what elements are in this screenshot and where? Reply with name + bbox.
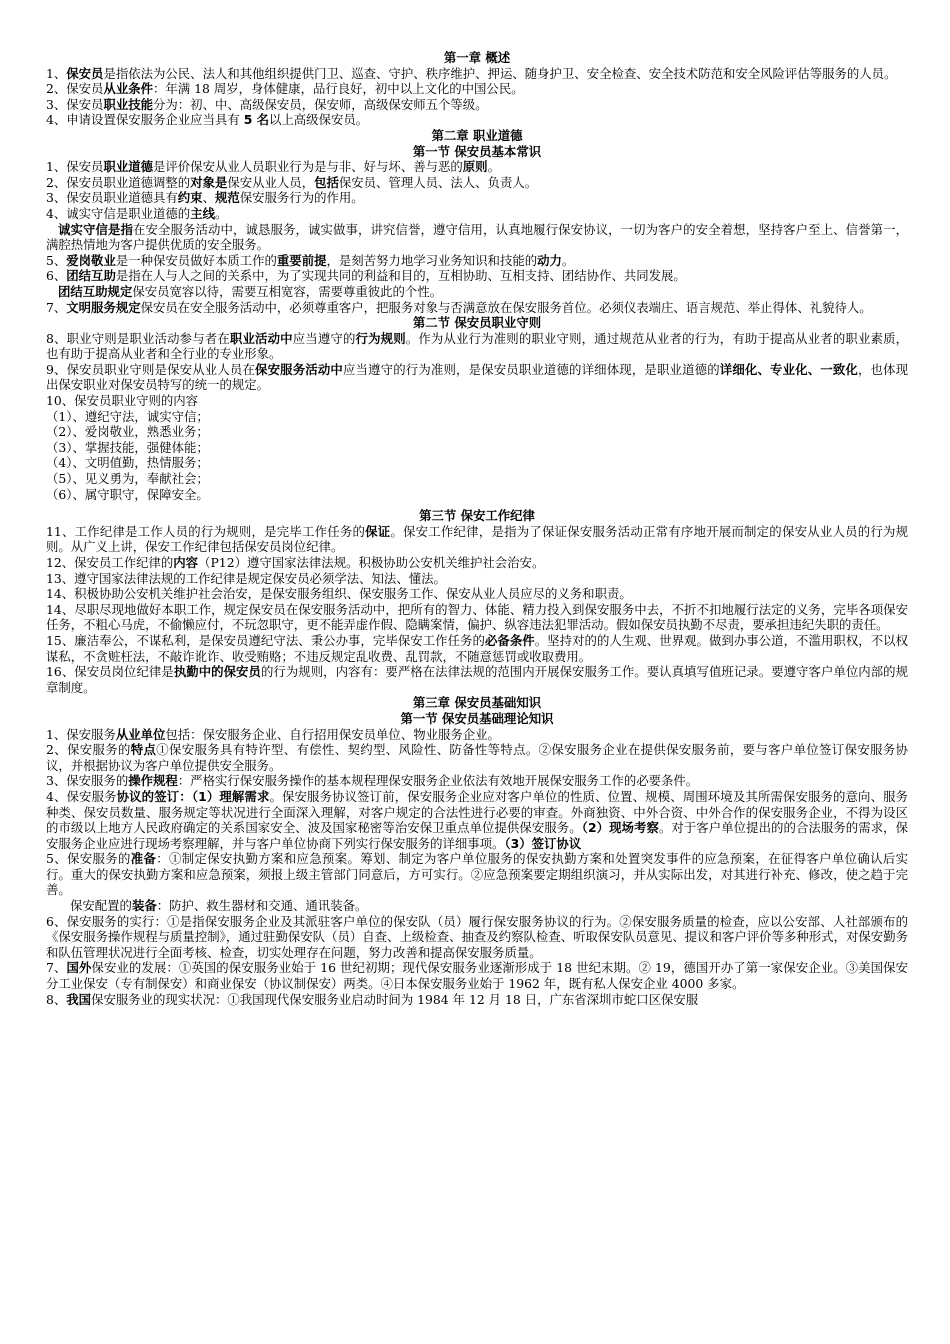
paragraph: [46, 268, 908, 284]
paragraph: [46, 851, 908, 898]
bold-term: 保安员: [66, 65, 104, 81]
paragraph: [46, 633, 908, 664]
text-run: 保安员在安全服务活动中，必须尊重客户，把服务对象与否满意放在保安服务首位。必须仪表端庄、语言规范、举止得体、礼貌待人。: [140, 299, 872, 315]
bold-term: 重要前提: [276, 252, 327, 268]
text-run: 6、保安服务的实行：①是指保安服务企业及其派驻客户单位的保安队（员）履行保安服务协议的行为。②保安服务质量的检查，应以公安部、人社部颁布的《保安服务操作规程与质量控制》，通过驻勤保安队（员）自查、上级检查、抽查及约察队检查、听取保安队员意见、提议和客户评价等多种形式，对保安勤务和队伍管理状况进行全面考核、检查，切实处理存在问题，努力改善和提高保安服务质量。: [46, 913, 908, 960]
paragraph: [46, 455, 908, 471]
bold-term: 特点: [130, 742, 157, 758]
text-run: 分为：初、中、高级保安员，保安师，高级保安师五个等级。: [153, 96, 488, 112]
bold-term: 装备: [131, 898, 157, 914]
bold-term: ：（1）理解需求: [179, 788, 270, 804]
text-run: 8、职业守则是职业活动参与者在: [46, 330, 230, 346]
bold-term: 诚实守信是指: [58, 221, 134, 237]
bold-term: 执勤中的保安员: [173, 664, 261, 680]
paragraph: [46, 424, 908, 440]
paragraph: [46, 555, 908, 571]
text-run: 1、保安服务: [46, 726, 116, 742]
paragraph: [46, 66, 908, 82]
text-run: 10、保安员职业守则的内容: [46, 393, 199, 409]
text-run: 保安业的发展：①英国的保安服务业始于 16 世纪初期；现代保安服务业逐渐形成于 18 世纪末期。② 19，德国开办了第一家保安企业。③美国保安分工业保安（专有制保安）和商业保安（协议制保安）两类。④日本保安服务业始于 1962 年，既有私人保安企业 4000 多家。: [46, 960, 909, 992]
paragraph: [46, 253, 908, 269]
text-run: （P12）遵守国家法律法规。积极协助公安机关维护社会治安。: [198, 555, 545, 570]
section-heading: 第三章 保安员基础知识: [412, 695, 542, 711]
paragraph: [46, 159, 908, 175]
section-heading: 第三节 保安工作纪律: [419, 508, 535, 524]
paragraph: [46, 331, 908, 362]
text-run: 以上高级保安员。: [269, 112, 369, 128]
bold-term: 规范: [214, 190, 240, 206]
paragraph: [46, 789, 908, 851]
section-heading: 第二章 职业道德: [431, 127, 523, 143]
text-run: 包括：保安服务企业、自行招用保安员单位、物业服务企业。: [165, 726, 500, 742]
paragraph: [46, 440, 908, 456]
bold-term: 对象是: [190, 174, 228, 190]
paragraph: [46, 914, 908, 961]
paragraph: [46, 664, 908, 695]
paragraph: [46, 487, 908, 503]
bold-term: 动力: [537, 252, 562, 268]
text-run: ，也体现出保安职业对保安员特写的统一的规定。: [46, 361, 909, 393]
text-run: 2、保安服务的: [46, 742, 131, 758]
text-run: 5、: [46, 252, 67, 268]
bold-term: 职业道德: [103, 159, 154, 175]
text-run: 5、保安服务的: [46, 851, 131, 867]
paragraph: [46, 727, 908, 743]
text-run: 7、: [46, 299, 67, 315]
bold-term: 从业单位: [115, 726, 166, 742]
paragraph: [46, 81, 908, 97]
section-heading: 第一章 概述: [443, 50, 511, 65]
text-run: 。对于客户单位提出的的合法服务的需求，保安服务企业应进行现场考察理解，并与客户单位协商下列实行保安服务的详细事项。: [46, 820, 909, 851]
text-run: 9、保安员职业守则是保安从业人员在: [46, 361, 256, 377]
text-run: 13、遵守国家法律法规的工作纪律是规定保安员必须学法、知法、懂法。: [46, 570, 446, 586]
text-run: 。保安工作纪律，是指为了保证保安服务活动正常有序地开展而制定的保安从业人员的行为规则。从广义上讲，保安工作纪律包括保安员岗位纪律。: [46, 523, 909, 555]
text-run: 4、申请设置保安服务企业应当具有: [46, 112, 244, 128]
paragraph: [46, 471, 908, 487]
paragraph: [46, 898, 908, 914]
text-run: 。: [561, 252, 575, 268]
bold-term: 协议的签订: [116, 788, 180, 804]
bold-term: 行为规则: [355, 330, 406, 346]
text-run: 7、: [46, 960, 67, 976]
bold-term: 从业条件: [103, 81, 154, 97]
text-run: 保安从业人员，: [227, 174, 315, 190]
bold-term: 团结互助规定: [58, 283, 133, 299]
text-run: 保安员、管理人员、法人、负责人。: [338, 174, 538, 190]
text-run: ：年满 18 周岁，身体健康，品行良好，初中以上文化的中国公民。: [153, 81, 524, 97]
text-run: ，是刻苦努力地学习业务知识和技能的: [326, 252, 538, 268]
text-run: ：①制定保安执勤方案和应急预案。筹划、制定为客户单位服务的保安执勤方案和处置突发事件的应急预案，在征得客户单位确认后实行。重大的保安执勤方案和应急预案，须报上级主管部门同意后，方可实行。②应急预案要定期组织演习，并从实际出发，对其进行补充、修改，使之趋于完善。: [46, 851, 909, 898]
text-run: 12、保安员工作纪律的: [46, 555, 174, 570]
text-run: 3、保安服务的: [46, 773, 129, 789]
text-run: 4、诚实守信是职业道德的: [46, 205, 191, 221]
text-run: 的行为规则，内容有：要严格在法律法规的范围内开展保安服务工作。要认真填写值班记录。要遵守客户单位内部的规章制度。: [46, 664, 909, 695]
text-run: 保安服务业的现实状况：①我国现代保安服务业启动时间为 1984 年 12 月 18 日，广东省深圳市蛇口区保安服: [91, 991, 699, 1007]
text-run: 是指在人与人之间的关系中，为了实现共同的利益和目的，互相协助、互相支持、团结协作、共同发展。: [115, 268, 686, 284]
paragraph: [46, 284, 908, 300]
text-run: 保安员宽容以待，需要互相宽容，需要尊重彼此的个性。: [132, 283, 443, 299]
text-run: 16、保安员岗位纪律是: [46, 664, 174, 680]
paragraph: [46, 190, 908, 206]
text-run: 。坚持对的的人生观、世界观。做到办事公道，不滥用职权，不以权谋私，不贪赃枉法，不敲诈讹诈、收受贿赂；不违反规定乱收费、乱罚款，不随意惩罚或收取费用。: [46, 632, 908, 664]
bold-term: 我国: [66, 991, 92, 1007]
bold-term: （2）现场考察: [581, 820, 659, 836]
text-run: 6、: [46, 268, 67, 284]
text-run: 。: [487, 159, 500, 175]
paragraph: [46, 112, 908, 128]
section-heading: 第一节 保安员基本常识: [412, 143, 542, 159]
document-page: [46, 50, 908, 1007]
text-run: 。作为从业行为准则的职业守则，通过规范从业者的行为，有助于提高从业者的职业素质，也有助于提高从业者和全行业的专业形象。: [46, 330, 909, 362]
text-run: 3、保安员职业道德具有: [46, 190, 178, 206]
text-run: （3）、掌握技能，强健体能；: [46, 439, 209, 455]
text-run: 应当遵守的: [292, 330, 356, 346]
paragraph: [46, 960, 908, 991]
bold-term: 约束: [177, 190, 203, 206]
text-run: 。: [214, 205, 228, 221]
text-run: 应当遵守的行为准则，是保安员职业道德的详细体现，是职业道德的: [342, 361, 720, 377]
text-run: 。保安服务协议签订前，保安服务企业应对客户单位的性质、位置、规模、周围环境及其所需保安服务的意向、服务种类、保安员数量、服务规定等状况进行全面深入理解，对客户规定的合法性进行必要的审查。外商独资、中外合资、中外合作的保安服务企业，不得为设区的市级以上地方人民政府确定的关系国家安全、波及国家秘密等治安保卫重点单位提供保安服务。: [46, 788, 909, 836]
text-run: 1、保安员: [46, 159, 104, 175]
text-run: 11、工作纪律是工作人员的行为规则，是完毕工作任务的: [46, 523, 366, 539]
text-run: 8、: [46, 991, 67, 1007]
text-run: 、: [202, 190, 215, 206]
bold-term: 必备条件: [484, 632, 535, 648]
paragraph: [46, 773, 908, 789]
text-run: 是评价保安从业人员职业行为是与非、好与坏、善与恶的: [153, 159, 463, 175]
bold-term: 操作规程: [128, 773, 178, 789]
paragraph: [46, 300, 908, 316]
paragraph: [46, 393, 908, 409]
bold-term: 主线: [190, 205, 215, 221]
paragraph: [46, 571, 908, 587]
bold-term: 准备: [130, 851, 157, 867]
bold-term: 5 名: [243, 112, 270, 128]
bold-term: 职业技能: [103, 96, 154, 112]
text-run: 在安全服务活动中，诚恳服务，诚实做事，讲究信誉，遵守信用，认真地履行保安协议，一切为客户的安全着想，坚持客户至上、信誉第一，满腔热情地为客户提供优质的安全服务。: [46, 221, 909, 253]
text-run: （2）、爱岗敬业，熟悉业务；: [46, 424, 209, 440]
text-run: （6）、属守职守，保障安全。: [46, 486, 209, 502]
paragraph: [46, 992, 908, 1008]
bold-term: 团结互助: [66, 268, 116, 284]
text-run: ：严格实行保安服务操作的基本规程理保安服务企业依法有效地开展保安服务工作的必要条件。: [177, 773, 699, 789]
paragraph: [46, 97, 908, 113]
text-run: ：防护、救生器材和交通、通讯装备。: [156, 898, 368, 914]
bold-term: 详细化、专业化、一致化: [719, 361, 858, 377]
bold-term: 原则: [462, 159, 488, 175]
text-run: 保安服务行为的作用。: [239, 190, 364, 206]
text-run: 14、尽职尽现地做好本职工作，规定保安员在保安服务活动中，把所有的智力、体能、精力投入到保安服务中去，不折不扣地履行法定的义务，完毕各项保安任务，不粗心马虎，不偷懒应付，不玩忽职守，更不能弄虚作假、隐瞒案情，偏护、纵容违法犯罪活动。假如保安员执勤不尽责，要承担违纪失职的责任。: [46, 601, 908, 633]
text-run: 保安配置的: [70, 898, 132, 914]
text-run: 2、保安员职业道德调整的: [46, 174, 191, 190]
paragraph: [46, 742, 908, 773]
text-run: 3、保安员: [46, 96, 104, 112]
bold-term: 保证: [365, 523, 391, 539]
text-run: ①保安服务具有特许型、有偿性、契约型、风险性、防备性等特点。②保安服务企业在提供保安服务前，要与客户单位签订保安服务协议，并根据协议为客户单位提供安全服务。: [46, 742, 909, 773]
bold-term: 保安服务活动中: [255, 361, 343, 377]
text-run: 是一种保安员做好本质工作的: [115, 252, 277, 268]
paragraph: [46, 524, 908, 555]
paragraph: [46, 602, 908, 633]
bold-term: 爱岗敬业: [66, 252, 116, 268]
text-run: 2、保安员: [46, 81, 104, 97]
text-run: 15、廉洁奉公，不谋私利，是保安员遵纪守法、秉公办事，完毕保安工作任务的: [46, 632, 485, 648]
paragraph: [46, 206, 908, 222]
paragraph: [46, 409, 908, 425]
section-heading: 第二节 保安员职业守则: [412, 315, 542, 331]
bold-term: 包括: [314, 174, 339, 190]
paragraph: [46, 175, 908, 191]
text-run: 是指依法为公民、法人和其他组织提供门卫、巡查、守护、秩序维护、押运、随身护卫、安全检查、安全技术防范和安全风险评估等服务的人员。: [103, 65, 897, 81]
bold-term: 文明服务规定: [66, 299, 141, 315]
text-run: 1、: [46, 65, 67, 81]
text-run: 14、积极协助公安机关维护社会治安，是保安服务组织、保安服务工作、保安从业人员应尽的义务和职责。: [46, 586, 632, 602]
paragraph: [46, 586, 908, 602]
bold-term: 职业活动中: [229, 330, 293, 346]
text-run: （4）、文明值勤，热情服务；: [46, 455, 209, 471]
text-run: 4、保安服务: [46, 788, 117, 804]
bold-term: 国外: [66, 960, 92, 976]
bold-term: 内容: [173, 555, 199, 570]
section-heading: 第一节 保安员基础理论知识: [400, 710, 554, 726]
bold-term: （3）签订协议: [504, 835, 582, 851]
paragraph: [46, 222, 908, 253]
paragraph: [46, 362, 908, 393]
text-run: （5）、见义勇为，奉献社会；: [46, 471, 209, 487]
text-run: （1）、遵纪守法，诚实守信；: [46, 408, 209, 424]
